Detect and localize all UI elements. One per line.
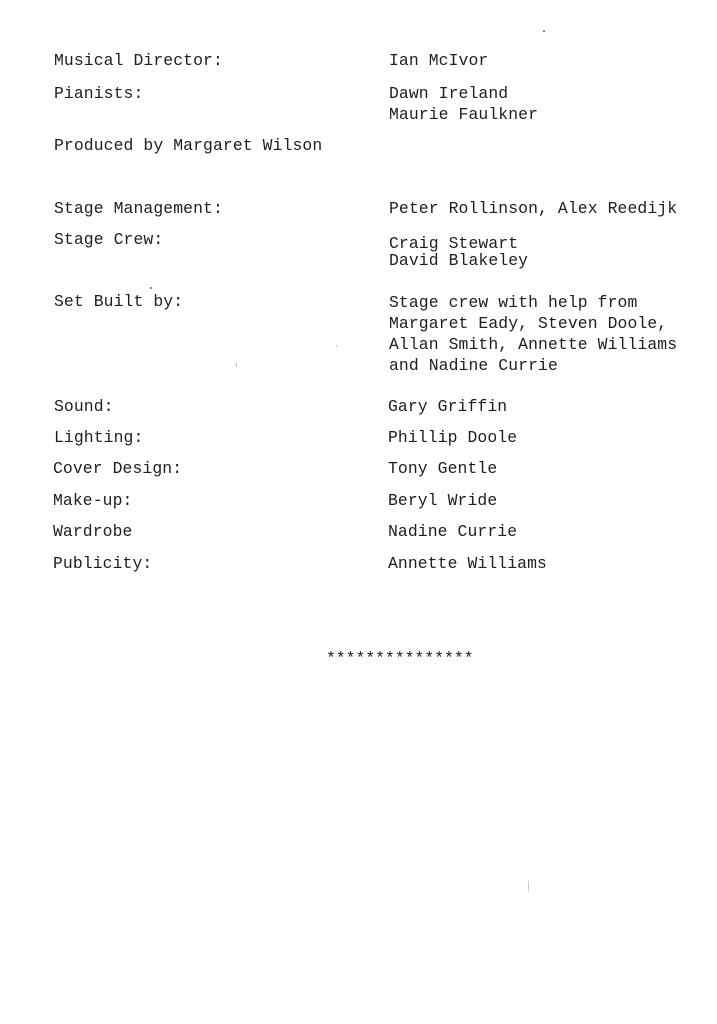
name-make-up: Beryl Wride [388, 491, 498, 510]
name-publicity: Annette Williams [388, 554, 547, 573]
names-stage-crew [389, 235, 528, 269]
name-stage-crew-member: Craig Stewart [389, 234, 519, 253]
scan-speck [543, 30, 545, 32]
names-pianists [389, 83, 538, 125]
role-set-built-by: Set Built by: [54, 292, 184, 311]
name-wardrobe: Nadine Currie [388, 522, 518, 541]
scan-speck [528, 880, 529, 892]
set-built-by-line: Margaret Eady, Steven Doole, [389, 314, 668, 333]
set-built-by-line: Allan Smith, Annette Williams [389, 335, 678, 354]
name-musical-director: Ian McIvor [389, 51, 489, 70]
role-musical-director: Musical Director: [54, 51, 223, 70]
role-publicity: Publicity: [53, 554, 153, 573]
scan-speck [236, 363, 237, 367]
scan-speck [336, 345, 337, 347]
name-cover-design: Tony Gentle [388, 459, 498, 478]
scan-speck [150, 287, 152, 289]
name-stage-management: Peter Rollinson, Alex Reedijk [389, 199, 678, 218]
set-built-by-line: and Nadine Currie [389, 356, 558, 375]
role-pianists: Pianists: [54, 84, 144, 103]
name-pianist: Dawn Ireland [389, 84, 509, 103]
name-pianist: Maurie Faulkner [389, 105, 539, 124]
role-wardrobe: Wardrobe [53, 522, 133, 541]
asterisk-divider: *************** [326, 649, 474, 668]
name-lighting: Phillip Doole [388, 428, 518, 447]
names-set-built-by [389, 292, 677, 376]
produced-by-line: Produced by Margaret Wilson [54, 136, 323, 155]
set-built-by-line: Stage crew with help from [389, 293, 638, 312]
role-lighting: Lighting: [54, 428, 144, 447]
role-stage-management: Stage Management: [54, 199, 223, 218]
role-cover-design: Cover Design: [53, 459, 183, 478]
name-stage-crew-member: David Blakeley [389, 251, 529, 270]
role-sound: Sound: [54, 397, 114, 416]
role-stage-crew: Stage Crew: [54, 230, 164, 249]
name-sound: Gary Griffin [388, 397, 508, 416]
role-make-up: Make-up: [53, 491, 133, 510]
